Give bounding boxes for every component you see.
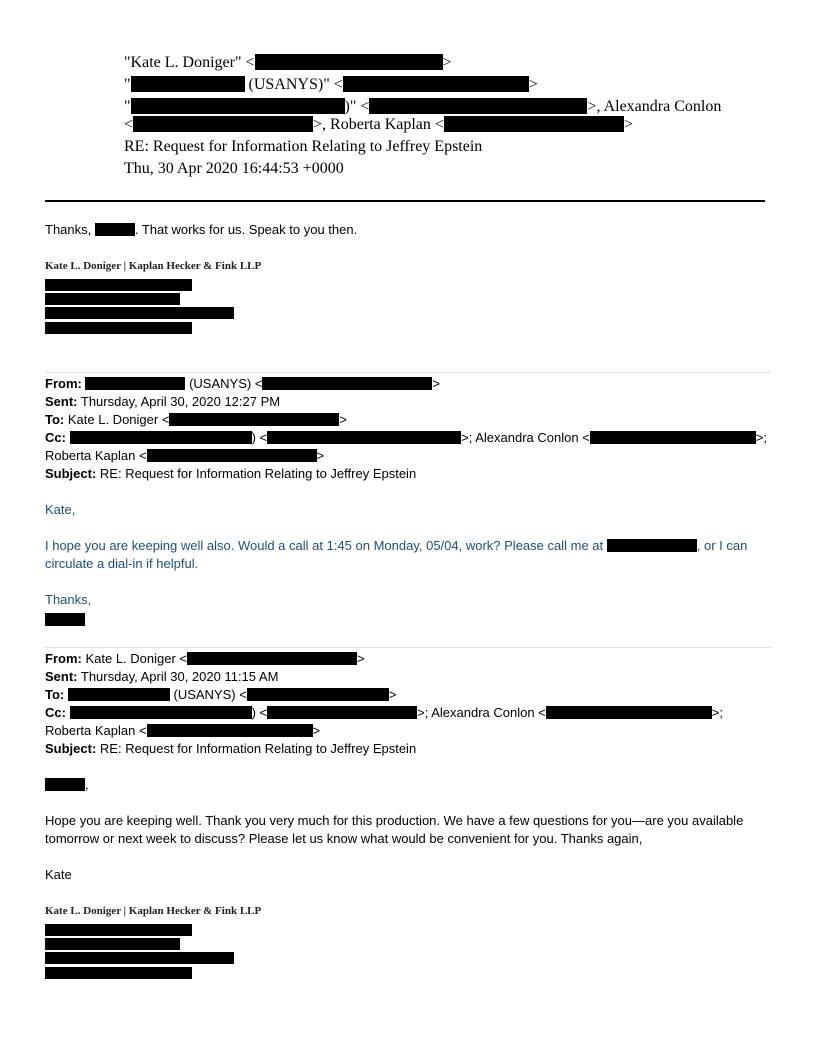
cc-roberta: >, Roberta Kaplan <: [313, 116, 444, 133]
email3-sent-row: [45, 668, 278, 686]
redaction-block: [45, 613, 85, 626]
email2-body-text: I hope you are keeping well also. Would a call at 1:45 on Monday, 05/04, work? Please call me at: [45, 538, 604, 553]
email3-cc-row-2: [45, 722, 320, 740]
email2-body-line-1: [45, 537, 747, 555]
redaction-block: [546, 706, 712, 719]
reply-thanks-line: [45, 221, 357, 239]
redaction-block: [95, 223, 135, 236]
email2-to-label: To:: [45, 412, 65, 427]
cc-end: >;: [755, 430, 767, 445]
email2-closing: Thanks,: [45, 592, 92, 607]
email2-greeting: Kate,: [45, 502, 76, 517]
redaction-block: [85, 377, 185, 390]
redaction-block: [45, 778, 85, 791]
redaction-block: [45, 322, 192, 334]
redaction-block: [45, 293, 180, 305]
email3-from-value: Kate L. Doniger <: [85, 651, 188, 666]
email2-cc-label: Cc:: [45, 430, 66, 445]
email2-to-value: Kate L. Doniger <: [67, 412, 170, 427]
redaction-block: [187, 652, 357, 665]
header-subject-value: RE: Request for Information Relating to Jeffrey Epstein: [124, 138, 483, 155]
email3-signoff: Kate: [45, 867, 72, 882]
quote-mark: ": [124, 98, 131, 115]
email2-sent-row: [45, 393, 280, 411]
cc-alexandra: >, Alexandra Conlon: [587, 98, 722, 115]
redaction-block: [45, 279, 192, 291]
email3-sent-label: Sent:: [45, 669, 78, 684]
cc-separator: ) <: [251, 705, 268, 720]
greeting-comma: ,: [85, 777, 89, 792]
cc-roberta: Roberta Kaplan <: [45, 448, 147, 463]
redaction-block: [590, 431, 756, 444]
email3-cc-row: [45, 704, 723, 722]
gt-mark: >: [432, 376, 441, 391]
redaction-block: [133, 116, 313, 132]
email3-to-value: (USANYS) <: [173, 687, 247, 702]
email3-subject-label: Subject:: [45, 741, 97, 756]
header-date-value: Thu, 30 Apr 2020 16:44:53 +0000: [124, 160, 344, 177]
cc-alexandra: >; Alexandra Conlon <: [417, 705, 546, 720]
email3-greeting: [45, 776, 89, 794]
redaction-block: [131, 98, 345, 114]
redaction-block: [247, 688, 389, 701]
email3-to-row: [45, 686, 396, 704]
redaction-block: [169, 413, 339, 426]
cc-roberta: Roberta Kaplan <: [45, 723, 147, 738]
redaction-block: [262, 377, 432, 390]
redaction-block: [45, 924, 192, 936]
gt-mark: >: [339, 412, 348, 427]
redaction-block: [70, 706, 252, 719]
email2-sent-value: Thursday, April 30, 2020 12:27 PM: [80, 394, 281, 409]
gt-mark: >: [388, 687, 397, 702]
redaction-block: [70, 431, 252, 444]
header-from-value: "Kate L. Doniger" <: [124, 54, 255, 71]
email3-body-line-2: tomorrow or next week to discuss? Please let us know what would be convenient for you. Thanks again,: [45, 831, 643, 846]
cc-end: >;: [711, 705, 723, 720]
gt-mark: >: [316, 448, 325, 463]
email3-body-line-1: Hope you are keeping well. Thank you very much for this production. We have a few questions for you—are you available: [45, 813, 744, 828]
email2-sent-label: Sent:: [45, 394, 78, 409]
email3-subject-row: [45, 740, 416, 758]
email2-body-line-2: circulate a dial-in if helpful.: [45, 556, 199, 571]
header-divider: [45, 200, 765, 202]
redaction-block: [45, 952, 234, 964]
header-gt: >: [442, 54, 452, 71]
header-gt: >: [528, 76, 538, 93]
email2-cc-row: [45, 429, 767, 447]
email-separator: [45, 647, 771, 648]
gt-mark: >: [357, 651, 365, 666]
reply-thanks-pre: Thanks,: [45, 222, 92, 237]
redaction-block: [369, 98, 587, 114]
email3-from-row: [45, 650, 365, 668]
email-separator: [45, 372, 771, 373]
redaction-block: [343, 76, 529, 92]
email2-from-row: [45, 375, 440, 393]
reply-thanks-post: . That works for us. Speak to you then.: [134, 222, 358, 237]
redaction-block: [131, 76, 245, 92]
redaction-block: [444, 116, 624, 132]
email3-from-label: From:: [45, 651, 82, 666]
lt-mark: <: [124, 116, 134, 133]
redaction-block: [45, 938, 180, 950]
cc-alexandra: >; Alexandra Conlon <: [461, 430, 590, 445]
email3-to-label: To:: [45, 687, 65, 702]
email2-cc-row-2: [45, 447, 324, 465]
email2-body-text-post: , or I can: [696, 538, 748, 553]
gt-mark: >: [312, 723, 321, 738]
cc-separator: ) <: [251, 430, 268, 445]
redaction-block: [255, 54, 443, 70]
email2-subject-label: Subject:: [45, 466, 97, 481]
email2-from-value: (USANYS) <: [189, 376, 263, 391]
signature-line: Kate L. Doniger | Kaplan Hecker & Fink LLP: [45, 905, 262, 917]
email2-subject-row: [45, 465, 416, 483]
redaction-block: [147, 449, 317, 462]
header-gt: >: [623, 116, 633, 133]
redaction-block: [267, 431, 461, 444]
email2-to-row: [45, 411, 347, 429]
email2-subject-value: RE: Request for Information Relating to Jeffrey Epstein: [99, 466, 417, 481]
signature-line: Kate L. Doniger | Kaplan Hecker & Fink LLP: [45, 260, 262, 272]
quote-mark: ": [124, 76, 131, 93]
email3-sent-value: Thursday, April 30, 2020 11:15 AM: [80, 669, 279, 684]
redaction-block: [267, 706, 417, 719]
email3-subject-value: RE: Request for Information Relating to Jeffrey Epstein: [99, 741, 417, 756]
redaction-block: [45, 967, 192, 979]
redaction-block: [147, 724, 313, 737]
redaction-block: [45, 307, 234, 319]
header-to-value: (USANYS)" <: [248, 76, 343, 93]
email2-from-label: From:: [45, 376, 82, 391]
redaction-block: [607, 539, 697, 552]
email3-cc-label: Cc:: [45, 705, 66, 720]
cc-separator: )" <: [344, 98, 370, 115]
redaction-block: [68, 688, 170, 701]
